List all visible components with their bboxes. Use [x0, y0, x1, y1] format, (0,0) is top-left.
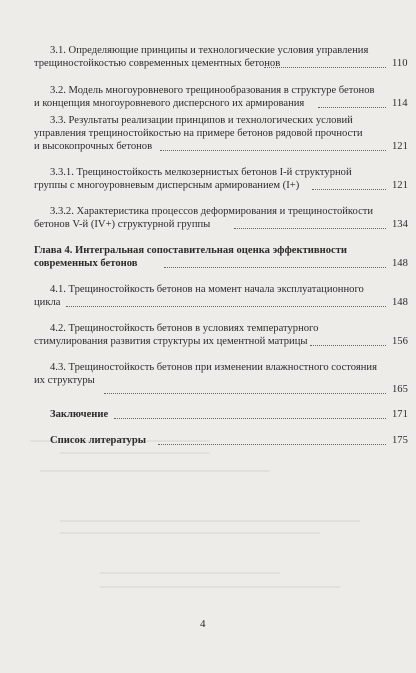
dot-leader: [312, 189, 386, 190]
toc-entry-text: 4.3. Трещиностойкость бетонов при изменении влажностного состояния: [50, 362, 377, 373]
toc-entry-text: 3.3. Результаты реализации принципов и технологических условий: [50, 115, 353, 126]
toc-page-number: 121: [392, 180, 408, 191]
bleed-through-mark: [60, 520, 360, 522]
dot-leader: [234, 228, 386, 229]
bleed-through-mark: [100, 572, 280, 574]
bleed-through-mark: [100, 586, 340, 588]
toc-entry-text: 4.2. Трещиностойкость бетонов в условиях температурного: [50, 323, 319, 334]
toc-entry-text: и концепция многоуровневого дисперсного их армирования: [34, 98, 305, 109]
toc-entry-text: 3.3.1. Трещиностойкость мелкозернистых бетонов I-й структурной: [50, 167, 352, 178]
bleed-through-mark: [60, 452, 210, 454]
toc-entry-text: цикла: [34, 297, 61, 308]
toc-entry-text: бетонов V-й (IV+) структурной группы: [34, 219, 211, 230]
toc-page-number: 165: [392, 384, 408, 395]
toc-page-number: 148: [392, 258, 408, 269]
toc-page-number: 121: [392, 141, 408, 152]
toc-entry-text: Заключение: [50, 409, 109, 420]
toc-page-number: 148: [392, 297, 408, 308]
toc-entry-text: современных бетонов: [34, 258, 138, 269]
toc-entry-text: группы с многоуровневым дисперсным армированием (I+): [34, 180, 300, 191]
toc-entry-text: стимулирования развития структуры их цементной матрицы: [34, 336, 308, 347]
toc-entry-text: 3.3.2. Характеристика процессов деформирования и трещиностойкости: [50, 206, 374, 217]
dot-leader: [104, 393, 386, 394]
toc-page-number: 171: [392, 409, 408, 420]
dot-leader: [264, 67, 386, 68]
page-number: 4: [200, 618, 206, 630]
toc-entry-text: управления трещиностойкостью на примере бетонов рядовой прочности: [34, 128, 363, 139]
dot-leader: [160, 150, 386, 151]
toc-page-number: 114: [392, 98, 408, 109]
dot-leader: [310, 345, 386, 346]
toc-page-number: 175: [392, 435, 408, 446]
dot-leader: [164, 267, 386, 268]
toc-page-number: 110: [392, 58, 408, 69]
toc-entry-text: 3.1. Определяющие принципы и технологические условия управления: [50, 45, 369, 56]
toc-entry-text: Глава 4. Интегральная сопоставительная оценка эффективности: [34, 245, 348, 256]
toc-entry-text: трещиностойкостью современных цементных бетонов: [34, 58, 281, 69]
dot-leader: [158, 444, 386, 445]
toc-entry-text: 4.1. Трещиностойкость бетонов на момент начала эксплуатационного: [50, 284, 364, 295]
bleed-through-mark: [60, 532, 320, 534]
toc-page-number: 134: [392, 219, 408, 230]
dot-leader: [66, 306, 386, 307]
toc-entry-text: их структуры: [34, 375, 95, 386]
dot-leader: [318, 107, 386, 108]
toc-entry-text: 3.2. Модель многоуровневого трещинообразования в структуре бетонов: [50, 85, 375, 96]
toc-entry-text: и высокопрочных бетонов: [34, 141, 153, 152]
dot-leader: [114, 418, 386, 419]
toc-entry-text: Список литературы: [50, 435, 147, 446]
toc-page-number: 156: [392, 336, 408, 347]
bleed-through-mark: [40, 470, 270, 472]
